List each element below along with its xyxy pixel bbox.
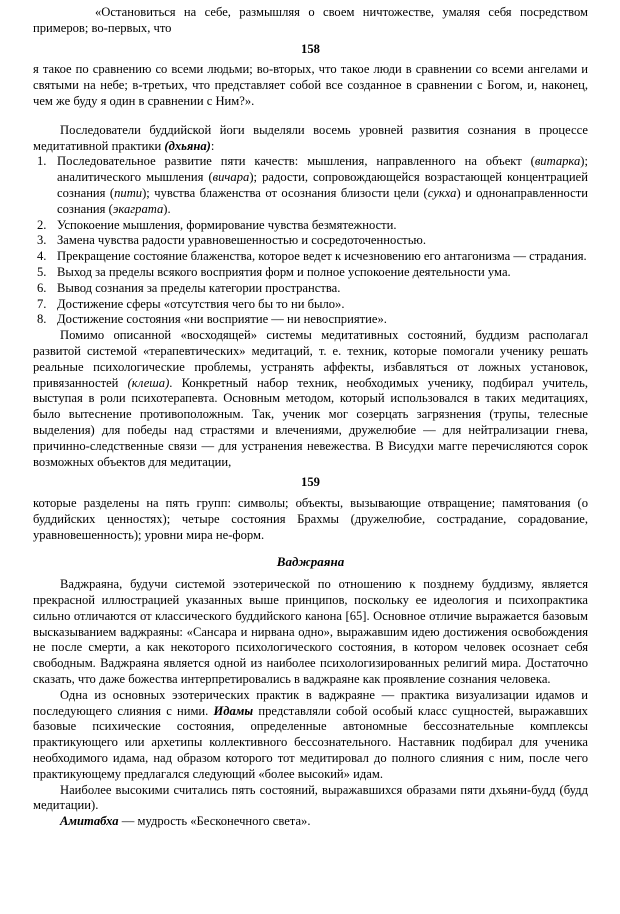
list-item-1: [33, 154, 588, 217]
list-number-6: 6.: [37, 280, 47, 295]
list-text-2: Успокоение мышления, формирование чувства безмятежности.: [57, 217, 397, 232]
groups-continuation-paragraph: которые разделены на пять групп: символы; объекты, вызывающие отвращение; памятования (о буддийских ценностях); четыре состояния Брахмы (дружелюбие, сострадание, сорадование, уравновешенность); уровни мира не-форм.: [33, 496, 588, 542]
quote-paragraph-continuation: [33, 62, 588, 109]
list-number-3: 3.: [37, 233, 47, 248]
section-heading-vajrayana: Ваджраяна: [276, 553, 345, 569]
list-text-1a: Последовательное развитие пяти качеств: мышления, направленного на объект (: [57, 154, 535, 169]
amitabha-text: — мудрость «Бесконечного света».: [118, 814, 311, 829]
term-ekagrata: экаграта: [112, 201, 164, 216]
list-number-7: 7.: [37, 296, 47, 311]
list-text-5: Выход за пределы всякого восприятия форм и полное успокоение деятельности ума.: [57, 264, 511, 279]
list-item-8: [33, 312, 588, 328]
vajrayana-paragraph-3: Наиболее высокими считались пять состояний, выражавшихся образами пяти дхьяни-будд (будд медитации).: [33, 782, 588, 813]
quote-text-top: «Остановиться на себе, размышляя о своем ничтожестве, умаляя себя посредством примеров; во-первых, что: [33, 5, 588, 35]
therapeutic-text-b: . Конкретный набор техник, необходимых ученику, подбирал учитель, выступая в роли психотерапевта. Основным методом, который использовался в таких медитациях, было вытеснение противоположным. Так, ученик мог созерцать загрязнения (трупы, телесные выделения) для победы над страстями и влечениями, дружелюбие — для нейтрализации гнева, причинно-следственные связи — для устранения невежества. В Висудхи магге перечисляются сорок возможных объектов для медитации,: [33, 375, 589, 469]
term-idamy: Идамы: [213, 703, 254, 718]
vajrayana-paragraph-2: [33, 688, 588, 783]
list-text-1b: ); аналитического мышления (: [57, 154, 588, 185]
list-number-2: 2.: [37, 217, 47, 232]
vajra-p2-text-b: представляли собой особый класс сущностей, выражавших базовые психические состояния, определенные автономные бессознательные комплексы практикующего или архетипы коллективного бессознательного. Наставник подбирал для ученика необходимого идама, над образом которого тот медитировал до полного слияния с ним, после чего практикующему предлагался следующий «более высокий» идам.: [33, 703, 588, 781]
vajra-p2-text-a: Одна из основных эзотерических практик в ваджраяне — практика визуализации идамов и последующего слияния с ними.: [33, 687, 588, 718]
list-text-1d: ); чувства блаженства от осознания близости цели (: [142, 185, 428, 200]
term-vitarka: витарка: [534, 154, 581, 169]
term-piti: пити: [114, 185, 143, 200]
therapeutic-meditations-paragraph: [33, 328, 588, 470]
term-amitabha: Амитабха: [60, 814, 119, 829]
term-dhyana: (дхьяна): [164, 138, 211, 153]
page-number-159: 159: [301, 475, 320, 490]
dhyana-levels-list: [33, 154, 588, 328]
list-text-8: Достижение состояния «ни восприятие — ни невосприятие».: [57, 312, 387, 327]
list-text-7: Достижение сферы «отсутствия чего бы то ни было».: [57, 296, 345, 311]
list-text-1f: ).: [163, 201, 171, 216]
list-text-1e: ) и однонаправленности сознания (: [57, 185, 588, 216]
list-text-6: Вывод сознания за пределы категории пространства.: [57, 280, 341, 295]
page-number-158: 158: [301, 41, 320, 56]
list-number-1: 1.: [37, 154, 47, 169]
list-text-3: Замена чувства радости уравновешенностью и сосредоточенностью.: [57, 233, 426, 248]
list-item-2: [33, 218, 588, 234]
vajrayana-paragraph-1: Ваджраяна, будучи системой эзотерической по отношению к позднему буддизму, является прекрасной иллюстрацией указанных выше принципов, поскольку ее идеология и психопрактика сильно отличаются от классического буддийского канона [65]. Основное отличие выражается базовым высказыванием ваджраяны: «Сансара и нирвана одно», выражавшим идею достижения освобождения не после смерти, а как некоторого психологического состояния, в котором человек осознает себя свободным. Ваджраяна является одной из наиболее психологизированных религий мира. Достаточно сказать, что даже божества интерпретировались в ваджраяне как проявление сознания человека.: [33, 577, 588, 687]
list-text-4: Прекращение состояние блаженства, которое ведет к исчезновению его антагонизма — страдания.: [57, 249, 587, 264]
list-item-5: [33, 265, 588, 281]
list-number-5: 5.: [37, 264, 47, 279]
list-number-4: 4.: [37, 249, 47, 264]
term-klesha: (клеша): [127, 375, 170, 390]
term-vichara: вичара: [212, 170, 250, 185]
list-item-3: [33, 233, 588, 249]
list-number-8: 8.: [37, 312, 47, 327]
list-item-6: [33, 281, 588, 297]
term-sukha: сукха: [427, 185, 457, 200]
quote-paragraph-top: [33, 5, 588, 37]
list-text-1c: ); радости, сопровождающейся возрастающей концентрацией сознания (: [57, 170, 588, 200]
amitabha-paragraph: [33, 814, 588, 830]
therapeutic-text-a: Помимо описанной «восходящей» системы медитативных состояний, буддизм располагал развитой системой «терапевтических» медитаций, т. е. техник, которые помогали ученику решать реальные психологические проблемы, устранять аффекты, избавляться от ложных установок, привязанностей: [33, 328, 588, 390]
intro-colon: :: [210, 138, 215, 153]
list-item-4: [33, 249, 588, 265]
quote-text-continuation: я такое по сравнению со всеми людьми; во-вторых, что такое люди в сравнении со всеми ангелами и святыми на небе; в-третьих, что представляет собой все созданное в сравнении с Богом, и, наконец, чем же буду я один в сравнении с Ним?».: [33, 62, 588, 108]
intro-text: Последователи буддийской йоги выделяли восемь уровней развития сознания в процессе медитативной практики: [33, 122, 588, 153]
intro-paragraph: [33, 123, 588, 155]
list-item-7: [33, 297, 588, 313]
